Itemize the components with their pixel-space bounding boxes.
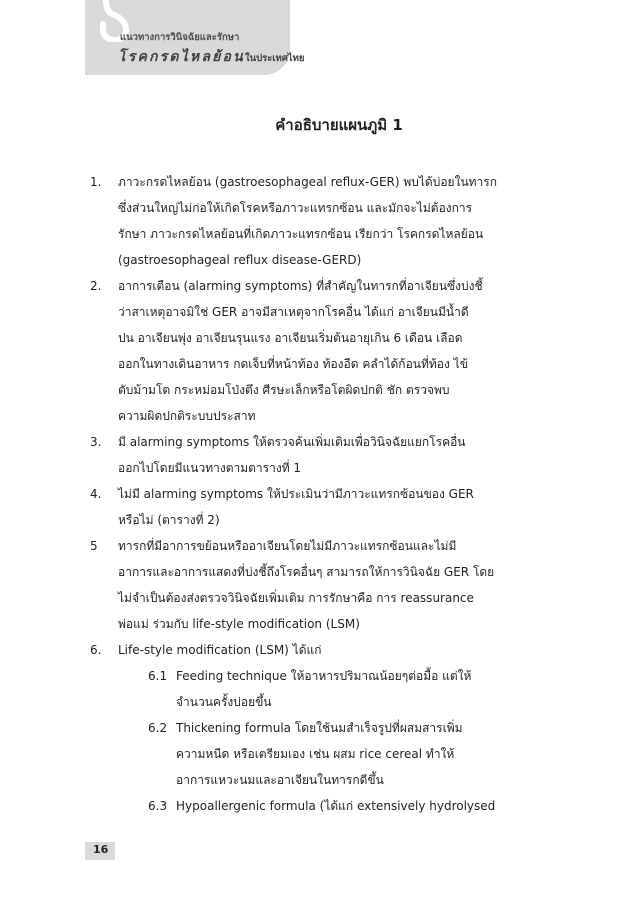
item-number: 1.: [90, 175, 102, 189]
item-number: 5: [90, 539, 98, 553]
subitem-line: ความหนืด หรือเตรียมเอง เช่น ผสม rice cereal ทำให้: [176, 747, 455, 761]
item-line: ไม่มี alarming symptoms ให้ประเมินว่ามีภาวะแทรกซ้อนของ GER: [118, 487, 474, 501]
item-line: ซึ่งส่วนใหญ่ไม่ก่อให้เกิดโรคหรือภาวะแทรกซ้อน และมักจะไม่ต้องการ: [118, 201, 473, 215]
section-title: คำอธิบายแผนภูมิ 1: [275, 116, 403, 134]
header-title-main: โรคกรดไหลย้อน: [118, 49, 245, 65]
item-line: ทารกที่มีอาการขย้อนหรืออาเจียนโดยไม่มีภาวะแทรกซ้อนและไม่มี: [118, 539, 457, 553]
item-line: Life-style modification (LSM) ได้แก่: [118, 643, 322, 657]
header-subtitle: แนวทางการวินิจฉัยและรักษา: [120, 32, 240, 43]
subitem-number: 6.3: [148, 799, 168, 813]
item-line: มี alarming symptoms ให้ตรวจค้นเพิ่มเติมเพื่อวินิจฉัยแยกโรคอื่น: [118, 435, 466, 449]
item-number: 2.: [90, 279, 102, 293]
page-number: 16: [93, 843, 109, 856]
item-line: ไม่จำเป็นต้องส่งตรวจวินิจฉัยเพิ่มเติม การรักษาคือ การ reassurance: [118, 591, 474, 605]
subitem-number: 6.1: [148, 669, 168, 683]
item-line: อาการเตือน (alarming symptoms) ที่สำคัญในทารกที่อาเจียนซึ่งบ่งชี้: [118, 279, 483, 293]
item-line: พ่อแม่ ร่วมกับ life-style modification (LSM): [118, 617, 360, 631]
item-line: ความผิดปกติระบบประสาท: [118, 409, 256, 423]
item-number: 3.: [90, 435, 102, 449]
subitem-line: จำนวนครั้งบ่อยขึ้น: [176, 695, 272, 709]
subitem-number: 6.2: [148, 721, 168, 735]
subitem-line: Hypoallergenic formula (ได้แก่ extensively hydrolysed: [176, 799, 496, 813]
header-title: [118, 46, 304, 68]
header-title-suffix: ในประเทศไทย: [244, 53, 305, 64]
item-line: หรือไม่ (ตารางที่ 2): [118, 513, 220, 527]
item-line: (gastroesophageal reflux disease-GERD): [118, 253, 362, 267]
subitem-line: Feeding technique ให้อาหารปริมาณน้อยๆต่อมื้อ แต่ให้: [176, 669, 472, 683]
subitem-line: Thickening formula โดยใช้นมสำเร็จรูปที่ผสมสารเพิ่ม: [176, 721, 463, 735]
item-line: อาการและอาการแสดงที่บ่งชี้ถึงโรคอื่นๆ สามารถให้การวินิจฉัย GER โดย: [118, 565, 495, 579]
item-line: ออกไปโดยมีแนวทางตามตารางที่ 1: [118, 461, 302, 475]
item-line: รักษา ภาวะกรดไหลย้อนที่เกิดภาวะแทรกซ้อน เรียกว่า โรคกรดไหลย้อน: [118, 227, 484, 241]
subitem-line: อาการแหวะนมและอาเจียนในทารกดีขึ้น: [176, 773, 384, 787]
item-line: ภาวะกรดไหลย้อน (gastroesophageal reflux-GER) พบได้บ่อยในทารก: [118, 175, 498, 189]
item-line: ออกในทางเดินอาหาร กดเจ็บที่หน้าท้อง ท้องอืด คลำได้ก้อนที่ท้อง ไข้: [118, 357, 468, 371]
item-number: 4.: [90, 487, 102, 501]
item-line: ปน อาเจียนพุ่ง อาเจียนรุนแรง อาเจียนเริ่มต้นอายุเกิน 6 เดือน เลือด: [118, 331, 463, 345]
item-number: 6.: [90, 643, 102, 657]
item-line: ว่าสาเหตุอาจมิใช่ GER อาจมีสาเหตุจากโรคอื่น ได้แก่ อาเจียนมีน้ำดี: [118, 305, 469, 319]
item-line: ตับม้ามโต กระหม่อมโป่งตึง ศีรษะเล็กหรือโตผิดปกติ ชัก ตรวจพบ: [118, 383, 450, 397]
